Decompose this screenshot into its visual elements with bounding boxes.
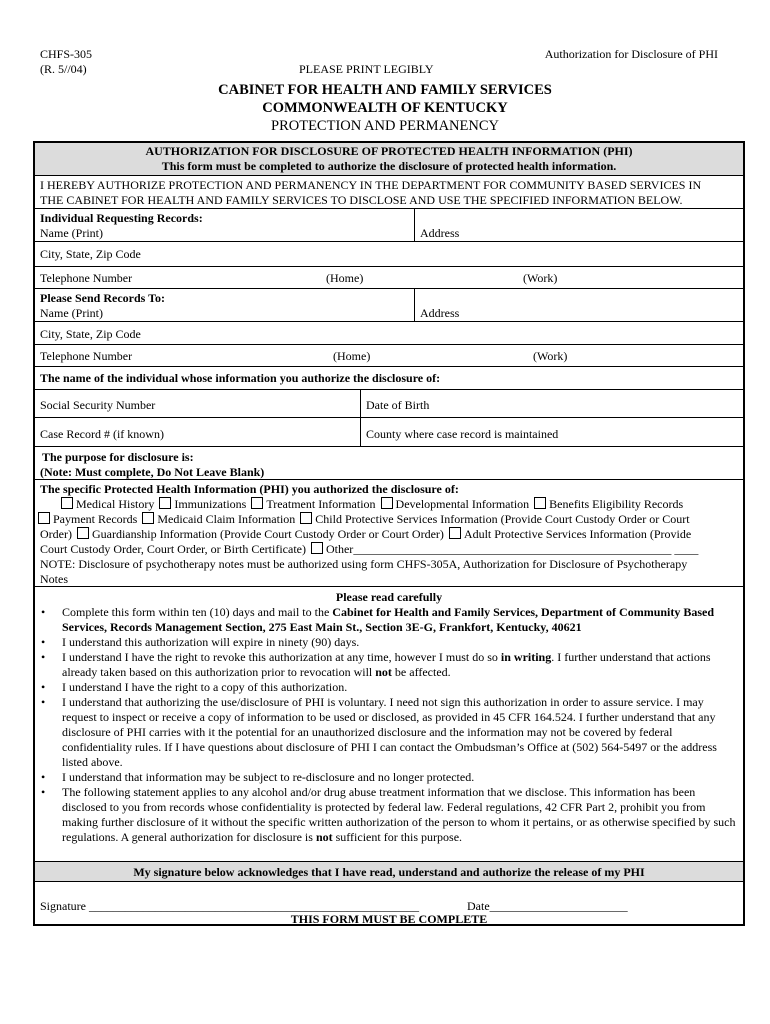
authorization-line-2: THE CABINET FOR HEALTH AND FAMILY SERVICES TO DISCLOSE AND USE THE SPECIFIED INFORMATION BELOW. bbox=[40, 193, 683, 207]
other-input-line[interactable]: _____________________________________________________ ____ bbox=[353, 542, 699, 556]
term-redisclosure: • I understand that information may be subject to re-disclosure and no longer protected. bbox=[35, 770, 737, 785]
other-label: Other bbox=[325, 542, 354, 556]
term-mailing: • Complete this form within ten (10) days and mail to the Cabinet for Health and Family Services, Department of Community Based Services, Records Management Section, 275 East Main St., Section 3E-G, Frankfort, Kentucky, 40621 bbox=[35, 605, 737, 635]
benefits-eligibility-checkbox[interactable] bbox=[534, 497, 546, 509]
purpose-note: (Note: Must complete, Do Not Leave Blank) bbox=[40, 465, 265, 479]
banner-title: AUTHORIZATION FOR DISCLOSURE OF PROTECTED HEALTH INFORMATION (PHI) bbox=[145, 144, 633, 158]
developmental-information-checkbox[interactable] bbox=[381, 497, 393, 509]
treatment-information-checkbox[interactable] bbox=[251, 497, 263, 509]
medicaid-claim-checkbox[interactable] bbox=[142, 512, 154, 524]
treatment-information-label: Treatment Information bbox=[266, 497, 376, 511]
developmental-information-label: Developmental Information bbox=[395, 497, 530, 511]
adult-protective-checkbox[interactable] bbox=[449, 527, 461, 539]
requester-work-label: (Work) bbox=[523, 271, 558, 285]
ssn-label: Social Security Number bbox=[40, 398, 156, 412]
form-must-be-complete: THIS FORM MUST BE COMPLETE bbox=[290, 912, 488, 926]
psychotherapy-note-1: NOTE: Disclosure of psychotherapy notes must be authorized using form CHFS-305A, Authorization for Disclosure of Psychotherapy bbox=[40, 557, 688, 571]
term-copy: • I understand I have the right to a copy of this authorization. bbox=[35, 680, 737, 695]
recipient-name-label: Name (Print) bbox=[40, 306, 103, 320]
medical-history-label: Medical History bbox=[76, 497, 155, 511]
purpose-row[interactable] bbox=[35, 447, 743, 480]
child-protective-label: Child Protective Services Information (Provide Court Custody Order or Court bbox=[315, 512, 690, 526]
banner-subtitle: This form must be completed to authorize the disclosure of protected health information. bbox=[161, 159, 617, 173]
benefits-eligibility-label: Benefits Eligibility Records bbox=[549, 497, 684, 511]
purpose-heading: The purpose for disclosure is: bbox=[42, 450, 194, 464]
recipient-address-label: Address bbox=[420, 306, 460, 320]
psychotherapy-note-2: Notes bbox=[40, 572, 68, 586]
phi-section bbox=[35, 480, 743, 587]
recipient-home-label: (Home) bbox=[333, 349, 371, 363]
date-label: Date bbox=[467, 899, 490, 913]
term-expiry: • I understand this authorization will expire in ninety (90) days. bbox=[35, 635, 737, 650]
recipient-city-row[interactable] bbox=[35, 322, 743, 345]
immunizations-label: Immunizations bbox=[174, 497, 247, 511]
phi-heading: The specific Protected Health Information (PHI) you authorized the disclosure of: bbox=[40, 482, 459, 496]
subject-ssn-row[interactable] bbox=[35, 390, 743, 418]
term-voluntary: • I understand that authorizing the use/disclosure of PHI is voluntary. I need not sign this authorization in order to assure service. I may request to inspect or receive a copy of information to be used or disclosed, as provided in 45 CFR 164.524. I further understand that any disclosure of PHI carries with it the potential for an unauthorized disclosure and the information may not be covered by federal confidentiality rules. If I have questions about disclosure of PHI I can contact the Ombudsman’s Office at (502) 564-5497 or the address listed above. bbox=[35, 695, 737, 770]
term-alcohol-drug: • The following statement applies to any alcohol and/or drug abuse treatment information that we disclose. This information has been disclosed to you from records whose confidentiality is protected by federal law. Federal regulations, 42 CFR Part 2, prohibit you from making further disclosure of it without the specific written authorization of the person to whom it pertains, or as otherwise specified by such regulations. A general authorization for disclosure is not sufficient for this purpose. bbox=[35, 785, 737, 845]
guardianship-label: Guardianship Information (Provide Court Custody Order or Court Order) bbox=[91, 527, 444, 541]
requester-phone-label: Telephone Number bbox=[40, 271, 133, 285]
form-code: CHFS-305 bbox=[40, 47, 93, 61]
term-revoke: • I understand I have the right to revoke this authorization at any time, however I must do so in writing. I further understand that actions already taken based on this authorization prior to revocation will not be affected. bbox=[35, 650, 737, 680]
recipient-work-label: (Work) bbox=[533, 349, 568, 363]
state-title: COMMONWEALTH OF KENTUCKY bbox=[262, 100, 508, 116]
county-label: County where case record is maintained bbox=[366, 427, 559, 441]
authorization-form bbox=[33, 141, 745, 926]
recipient-phone-row[interactable] bbox=[35, 345, 743, 367]
terms-heading: Please read carefully bbox=[335, 590, 443, 604]
document-type: Authorization for Disclosure of PHI bbox=[544, 47, 718, 61]
terms-list bbox=[35, 605, 737, 845]
authorization-statement bbox=[35, 176, 743, 209]
case-record-label: Case Record # (if known) bbox=[40, 427, 164, 441]
print-legibly-note: PLEASE PRINT LEGIBLY bbox=[299, 62, 434, 76]
form-banner bbox=[35, 143, 743, 176]
adult-protective-label-cont: Court Custody Order, Court Order, or Birth Certificate) bbox=[40, 542, 306, 556]
payment-records-checkbox[interactable] bbox=[38, 512, 50, 524]
form-revision: (R. 5//04) bbox=[40, 62, 87, 76]
signature-input-line[interactable]: _______________________________________________________ bbox=[89, 899, 419, 913]
recipient-name-row[interactable] bbox=[35, 289, 743, 322]
child-protective-checkbox[interactable] bbox=[300, 512, 312, 524]
recipient-phone-label: Telephone Number bbox=[40, 349, 133, 363]
adult-protective-label: Adult Protective Services Information (Provide bbox=[463, 527, 692, 541]
terms-section bbox=[35, 587, 743, 862]
medicaid-claim-label: Medicaid Claim Information bbox=[157, 512, 296, 526]
phi-options-line-3 bbox=[40, 527, 691, 541]
phi-options-line-4 bbox=[40, 542, 698, 556]
payment-records-label: Payment Records bbox=[53, 512, 138, 526]
guardianship-checkbox[interactable] bbox=[77, 527, 89, 539]
phi-options-line-2 bbox=[36, 512, 690, 526]
signature-line[interactable] bbox=[40, 899, 419, 913]
subject-heading: The name of the individual whose information you authorize the disclosure of: bbox=[40, 371, 441, 385]
date-line[interactable] bbox=[467, 899, 628, 913]
agency-title: CABINET FOR HEALTH AND FAMILY SERVICES bbox=[218, 82, 552, 98]
requester-name-row[interactable] bbox=[35, 209, 743, 242]
requester-name-label: Name (Print) bbox=[40, 226, 103, 240]
child-protective-label-cont: Order) bbox=[40, 527, 72, 541]
recipient-heading: Please Send Records To: bbox=[40, 291, 166, 305]
recipient-city-label: City, State, Zip Code bbox=[40, 327, 141, 341]
division-title: PROTECTION AND PERMANENCY bbox=[271, 118, 499, 134]
immunizations-checkbox[interactable] bbox=[159, 497, 171, 509]
signature-label: Signature bbox=[40, 899, 86, 913]
requester-city-label: City, State, Zip Code bbox=[40, 247, 141, 261]
dob-label: Date of Birth bbox=[366, 398, 430, 412]
requester-home-label: (Home) bbox=[326, 271, 364, 285]
phi-options-line-1 bbox=[59, 497, 683, 511]
date-input-line[interactable]: _______________________ bbox=[489, 899, 628, 913]
subject-heading-row bbox=[35, 367, 743, 390]
requester-address-label: Address bbox=[420, 226, 460, 240]
signature-acknowledgement: My signature below acknowledges that I have read, understand and authorize the release of my PHI bbox=[133, 865, 645, 879]
requester-heading: Individual Requesting Records: bbox=[40, 211, 203, 225]
authorization-line-1: I HEREBY AUTHORIZE PROTECTION AND PERMANENCY IN THE DEPARTMENT FOR COMMUNITY BASED SERVICES IN bbox=[40, 178, 702, 192]
subject-case-row[interactable] bbox=[35, 418, 743, 447]
signature-banner bbox=[35, 862, 743, 882]
medical-history-checkbox[interactable] bbox=[61, 497, 73, 509]
requester-phone-row[interactable] bbox=[35, 267, 743, 289]
other-checkbox[interactable] bbox=[311, 542, 323, 554]
requester-city-row[interactable] bbox=[35, 242, 743, 267]
